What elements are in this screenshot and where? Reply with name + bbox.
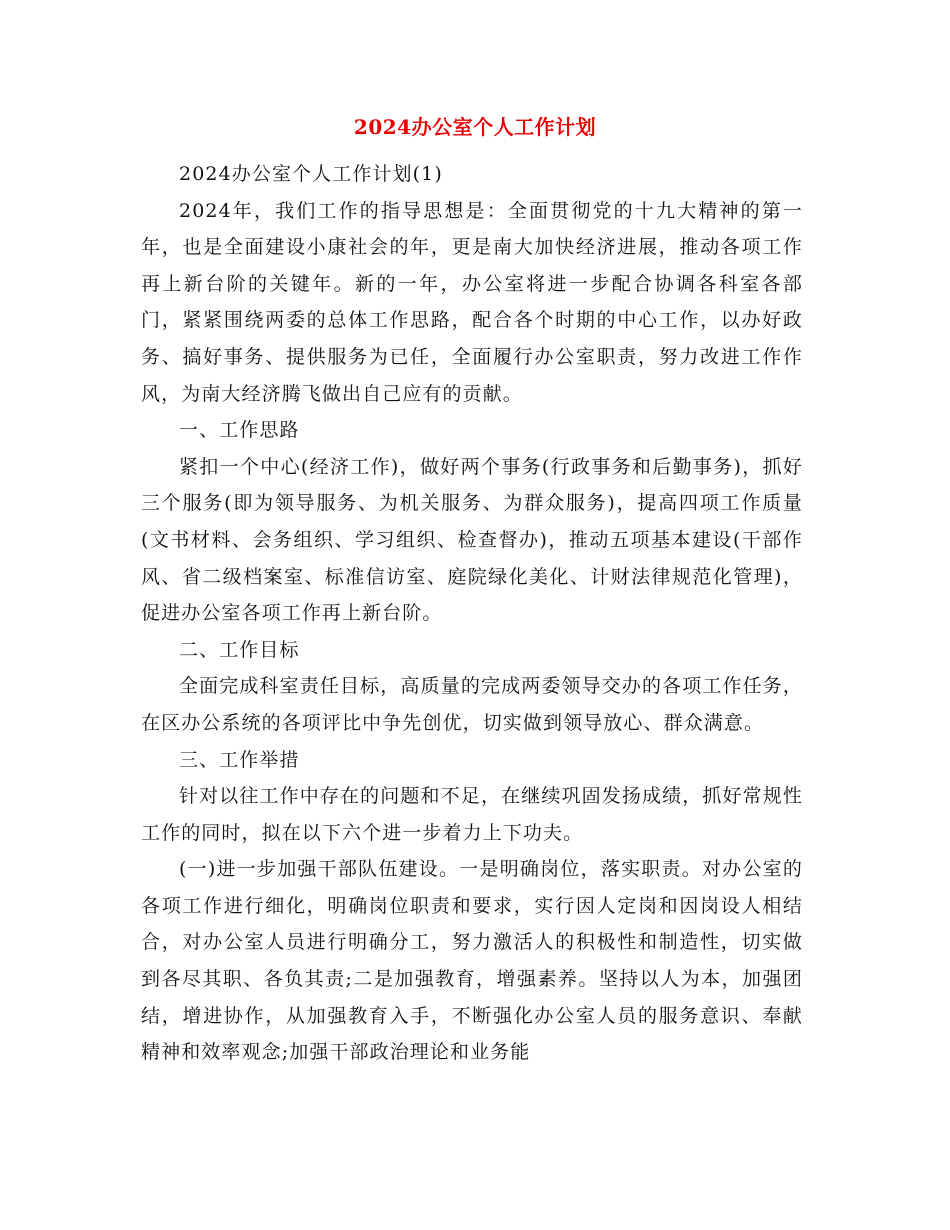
section-heading-3: 三、工作举措 <box>179 748 300 771</box>
paragraph-measure-1: (一)进一步加强干部队伍建设。一是明确岗位，落实职责。对办公室的各项工作进行细化，明确岗位职责和要求，实行因人定岗和因岗设人相结合，对办公室人员进行明确分工，努力激活人的积极性和制造性，切实做到各尽其职、各负其责;二是加强教育，增强素养。坚持以人为本，加强团结，增进协作，从加强教育入手，不断强化办公室人员的服务意识、奉献精神和效率观念;加强干部政治理论和业务能 <box>141 858 803 1064</box>
paragraph-guiding-thought: 2024年，我们工作的指导思想是：全面贯彻党的十九大精神的第一年，也是全面建设小康社会的年，更是南大加快经济进展，推动各项工作再上新台阶的关键年。新的一年，办公室将进一步配合协调各科室各部门，紧紧围绕两委的总体工作思路，配合各个时期的中心工作，以办好政务、搞好事务、提供服务为已任，全面履行办公室职责，努力改进工作作风，为南大经济腾飞做出自己应有的贡献。 <box>141 199 803 405</box>
section-heading-2: 二、工作目标 <box>179 638 300 661</box>
document-body <box>141 156 803 1071</box>
paragraph-work-ideas: 紧扣一个中心(经济工作)，做好两个事务(行政事务和后勤事务)，抓好三个服务(即为领导服务、为机关服务、为群众服务)，提高四项工作质量 (文书材料、会务组织、学习组织、检查督办)，推动五项基本建设(干部作风、省二级档案室、标准信访室、庭院绿化美化、计财法律规范化管理)，促进办公室各项工作再上新台阶。 <box>141 455 803 625</box>
document-title: 2024办公室个人工作计划 <box>353 115 597 139</box>
paragraph-subtitle: 2024办公室个人工作计划(1) <box>179 163 443 185</box>
paragraph-measures-intro: 针对以往工作中存在的问题和不足，在继续巩固发扬成绩，抓好常规性工作的同时，拟在以下六个进一步着力上下功夫。 <box>141 785 803 844</box>
section-heading-1: 一、工作思路 <box>179 419 300 442</box>
paragraph-work-goals: 全面完成科室责任目标，高质量的完成两委领导交办的各项工作任务，在区办公系统的各项评比中争先创优，切实做到领导放心、群众满意。 <box>141 675 803 734</box>
